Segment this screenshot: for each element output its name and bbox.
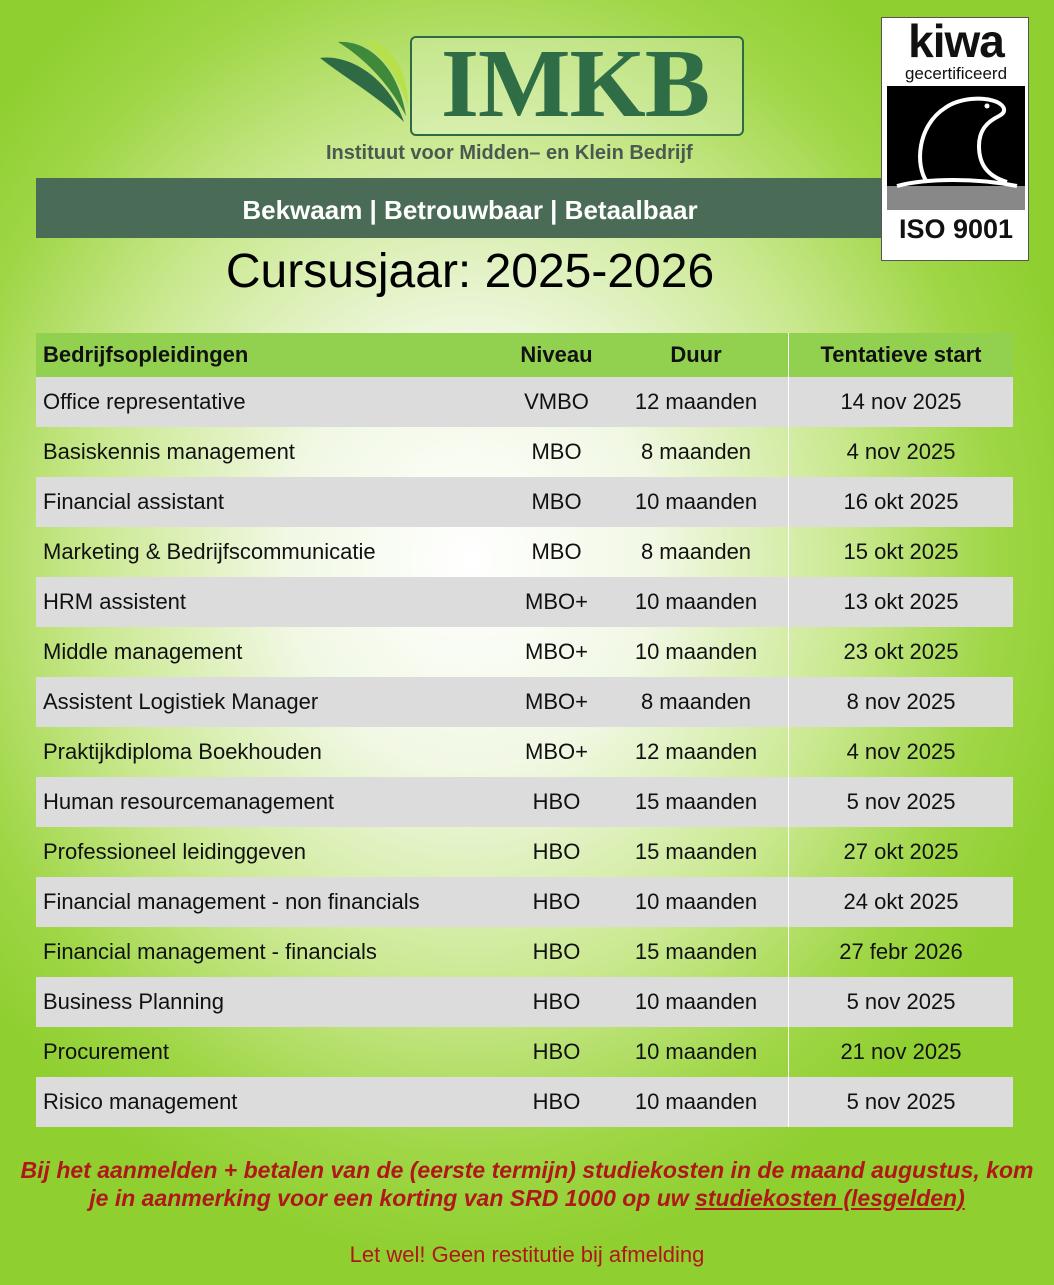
cell-start: 4 nov 2025 [789,727,1014,777]
cell-duration: 8 maanden [640,539,752,564]
cell-course: HRM assistent [36,577,509,627]
header-start: Tentatieve start [789,333,1014,377]
cell-start: 14 nov 2025 [789,377,1014,427]
table-row [36,527,1013,577]
cell-start: 21 nov 2025 [789,1027,1014,1077]
tagline-banner: Bekwaam | Betrouwbaar | Betaalbaar [36,178,904,238]
cell-course: Financial assistant [36,477,509,527]
logo-wordmark: IMKB [440,30,710,138]
cell-start: 5 nov 2025 [789,1077,1014,1127]
header-level: Niveau [509,333,604,377]
promo-underlined: studiekosten (lesgelden) [695,1185,965,1211]
cell-level: HBO [509,877,604,927]
cell-duration: 12 maanden [634,739,758,764]
cell-duration: 10 maanden [634,639,758,664]
cell-level: HBO [532,1039,581,1064]
table-row [36,477,1013,527]
table-row [36,577,1013,627]
courses-table [36,333,1013,1127]
cell-duration: 10 maanden [604,1077,789,1127]
header-duration: Duur [604,333,789,377]
cell-course: Assistent Logistiek Manager [36,677,509,727]
cell-level: MBO [531,439,582,464]
cell-duration: 8 maanden [640,439,752,464]
cell-duration: 10 maanden [604,577,789,627]
cell-start: 16 okt 2025 [789,477,1014,527]
cell-level: MBO [531,539,582,564]
cell-level: HBO [509,1077,604,1127]
cell-duration: 10 maanden [604,977,789,1027]
cell-duration: 10 maanden [604,477,789,527]
course-year-title: Cursusjaar: 2025-2026 [225,245,715,298]
cell-level: HBO [509,777,604,827]
kiwa-brand: kiwa [908,15,1004,67]
table-row [36,977,1013,1027]
table-row [36,827,1013,877]
cell-start: 5 nov 2025 [789,977,1014,1027]
cell-start: 24 okt 2025 [789,877,1014,927]
cell-course: Middle management [43,639,243,664]
cell-course: Marketing & Bedrijfscommunicatie [43,539,376,564]
cell-start: 4 nov 2025 [789,427,1014,477]
cell-level: HBO [532,839,581,864]
table-row [36,377,1013,427]
cell-course: Human resourcemanagement [36,777,509,827]
cell-level: HBO [532,939,581,964]
cell-duration: 15 maanden [634,939,758,964]
cell-start: 13 okt 2025 [789,577,1014,627]
cell-level: VMBO [509,377,604,427]
cell-level: MBO+ [509,577,604,627]
cell-duration: 8 maanden [604,677,789,727]
kiwa-status: gecertificeerd [904,64,1008,83]
cell-course: Office representative [36,377,509,427]
table-row [36,1077,1013,1127]
beaver-icon [887,86,1025,210]
table-row [36,877,1013,927]
cell-course: Financial management - financials [43,939,377,964]
kiwa-emblem [887,86,1025,210]
cell-start: 23 okt 2025 [789,627,1014,677]
cell-duration: 10 maanden [604,877,789,927]
logo-subtitle: Instituut voor Midden– en Klein Bedrijf [326,142,693,164]
table-body [36,377,1013,1127]
table-row [36,927,1013,977]
cell-level: HBO [509,977,604,1027]
cell-course: Procurement [43,1039,169,1064]
leaf-logo-icon [318,36,410,126]
disclaimer-text: Let wel! Geen restitutie bij afmelding [349,1242,705,1267]
cell-start: 27 okt 2025 [789,827,1014,877]
cell-start: 5 nov 2025 [789,777,1014,827]
header-course: Bedrijfsopleidingen [36,333,509,377]
table-row [36,427,1013,477]
table-header-row [36,333,1013,377]
cell-duration: 15 maanden [634,839,758,864]
cell-level: MBO+ [525,739,588,764]
cell-level: MBO+ [525,639,588,664]
promo-main: Bij het aanmelden + betalen van de (eerste termijn) studiekosten in de maand augustus, kom je in aanmerking voor een korting van SRD 1000 op uw [20,1157,1034,1211]
promo-text [20,1156,1034,1212]
table-row [36,727,1013,777]
cell-course: Professioneel leidinggeven [43,839,306,864]
cell-level: MBO+ [509,677,604,727]
cell-start: 27 febr 2026 [789,927,1014,977]
cell-start: 8 nov 2025 [789,677,1014,727]
iso-label: ISO 9001 [898,214,1014,244]
cell-course: Basiskennis management [43,439,295,464]
cell-course: Praktijkdiploma Boekhouden [43,739,322,764]
cell-course: Business Planning [36,977,509,1027]
cell-course: Risico management [36,1077,509,1127]
cell-level: MBO [509,477,604,527]
table-row [36,777,1013,827]
cell-start: 15 okt 2025 [789,527,1014,577]
table-row [36,677,1013,727]
table-row [36,1027,1013,1077]
cell-duration: 10 maanden [634,1039,758,1064]
cell-duration: 15 maanden [604,777,789,827]
kiwa-certificate [881,17,1029,261]
cell-course: Financial management - non financials [36,877,509,927]
table-row [36,627,1013,677]
cell-duration: 12 maanden [604,377,789,427]
imkb-logo [318,30,748,171]
